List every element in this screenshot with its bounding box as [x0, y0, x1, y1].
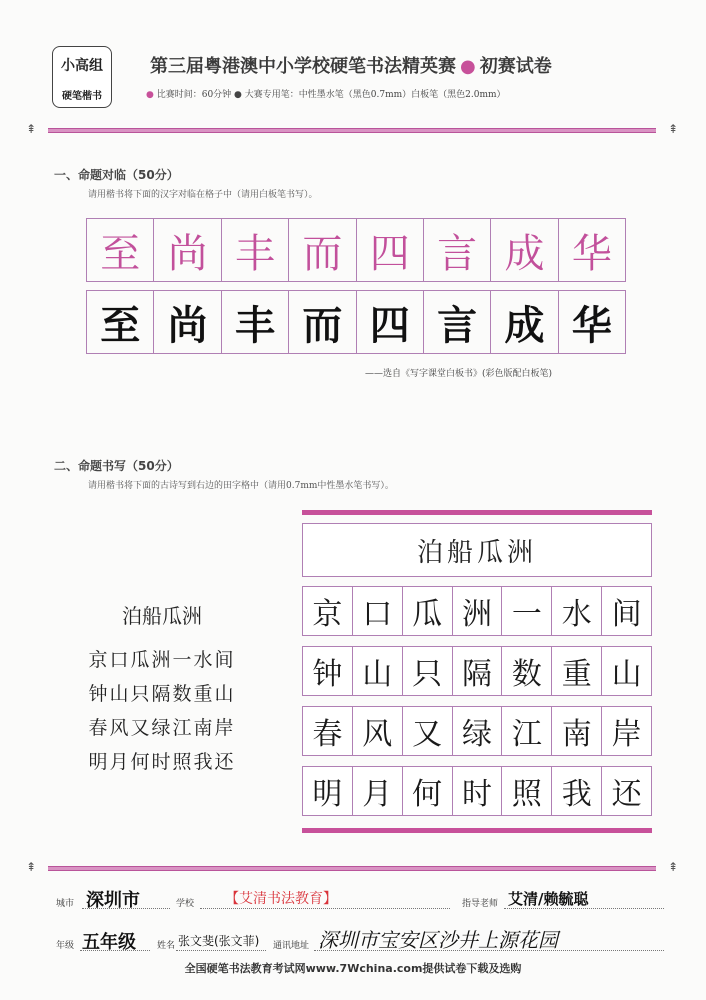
- tianzige-grid: [302, 586, 652, 826]
- divider-bar: [48, 866, 656, 871]
- model-char: 言: [424, 219, 491, 281]
- info-text: 比赛时间：60分钟 ● 大赛专用笔：中性墨水笔（黑色0.7mm）白板笔（黑色2.0mm）: [156, 90, 506, 100]
- divider-bar: [48, 128, 656, 133]
- grid-char: 又: [403, 707, 453, 755]
- school-line: [200, 908, 450, 909]
- grid-char: 口: [353, 587, 403, 635]
- poem-line: 京口瓜洲一水间: [88, 649, 236, 671]
- school-value: 【艾清书法教育】: [225, 891, 337, 907]
- frame-bar-top: [302, 510, 652, 515]
- exam-info: [146, 87, 506, 100]
- grid-char: 江: [502, 707, 552, 755]
- poem-line: 钟山只隔数重山: [88, 683, 236, 705]
- grid-char: 只: [403, 647, 453, 695]
- grid-row: [302, 646, 652, 696]
- grid-char: 绿: [453, 707, 503, 755]
- grid-char: 照: [502, 767, 552, 815]
- grid-char: 数: [502, 647, 552, 695]
- grid-row: [302, 586, 652, 636]
- city-line: [82, 908, 170, 909]
- group-badge: [52, 46, 112, 108]
- city-value: 深圳市: [86, 890, 140, 911]
- written-char: 至: [87, 291, 154, 353]
- group-label: 小高组: [61, 58, 103, 74]
- ornament-left-icon: ⇞: [26, 122, 37, 136]
- footer-note: 全国硬笔书法教育考试网www.7Wchina.com提供试卷下载及选购: [184, 962, 522, 975]
- grid-char: 何: [403, 767, 453, 815]
- grade-value: 五年级: [82, 932, 136, 953]
- model-char: 丰: [222, 219, 289, 281]
- written-char: 成: [491, 291, 558, 353]
- section1-heading: 一、命题对临（50分）: [54, 168, 179, 182]
- school-label: 学校: [176, 899, 195, 909]
- section2-heading: 二、命题书写（50分）: [54, 459, 179, 473]
- ornament-right-icon: ⇞: [667, 860, 678, 874]
- grid-char: 山: [611, 657, 642, 692]
- frame-bar-bottom: [302, 828, 652, 833]
- grid-char: 南: [552, 707, 602, 755]
- grid-char: 时: [453, 767, 503, 815]
- section1-instruction: 请用楷书将下面的汉字对临在格子中（请用白板笔书写）。: [88, 190, 318, 200]
- written-grid: [86, 290, 626, 354]
- address-label: 通讯地址: [273, 941, 310, 951]
- section2-instruction: 请用楷书将下面的古诗写到右边的田字格中（请用0.7mm中性墨水笔书写）。: [88, 481, 394, 491]
- grid-char: 瓜: [403, 587, 453, 635]
- teacher-value: 艾清/赖毓聪: [508, 890, 589, 908]
- grid-char: 岸: [611, 717, 642, 752]
- written-char: 言: [424, 291, 491, 353]
- name-line: [176, 950, 266, 951]
- poem-title: 泊船瓜洲: [122, 604, 202, 628]
- grade-label: 年级: [56, 941, 75, 951]
- poem-line: 春风又绿江南岸: [88, 717, 236, 739]
- info-dot: ●: [146, 90, 154, 100]
- model-char: 尚: [154, 219, 221, 281]
- model-char: 而: [289, 219, 356, 281]
- grid-char: 风: [353, 707, 403, 755]
- grid-char: 明: [303, 767, 353, 815]
- grid-row: [302, 706, 652, 756]
- grid-char: 水: [552, 587, 602, 635]
- address-line: [314, 950, 664, 951]
- poem-block: [66, 600, 258, 779]
- grid-row: [302, 766, 652, 816]
- title-suffix: 初赛试卷: [479, 56, 552, 77]
- written-char: 尚: [154, 291, 221, 353]
- written-char: 而: [289, 291, 356, 353]
- title-main: 第三届粤港澳中小学校硬笔书法精英赛: [150, 56, 456, 77]
- written-poem-title: 泊船瓜洲: [302, 523, 652, 577]
- ornament-left-icon: ⇞: [26, 860, 37, 874]
- written-char: 华: [571, 301, 612, 349]
- grid-char: 山: [353, 647, 403, 695]
- title-dot: ●: [460, 56, 476, 77]
- divider-bottom: [26, 860, 678, 876]
- city-label: 城市: [56, 899, 75, 909]
- model-char: 至: [87, 219, 154, 281]
- grid-char: 月: [353, 767, 403, 815]
- grid-char: 钟: [303, 647, 353, 695]
- model-grid: [86, 218, 626, 282]
- grid-char: 间: [611, 597, 642, 632]
- poem-line: 明月何时照我还: [88, 751, 236, 773]
- model-char: 四: [357, 219, 424, 281]
- divider-top: [26, 122, 678, 138]
- model-char: 华: [571, 230, 612, 277]
- grade-line: [80, 950, 150, 951]
- grid-char: 隔: [453, 647, 503, 695]
- model-char: 成: [491, 219, 558, 281]
- grid-char: 洲: [453, 587, 503, 635]
- address-value: 深圳市宝安区沙井上源花园: [318, 928, 558, 952]
- written-char: 四: [357, 291, 424, 353]
- attribution: ——选自《写字课堂白板书》(彩色版配白板笔): [365, 369, 553, 379]
- page-title: [150, 52, 552, 78]
- grid-char: 还: [611, 777, 642, 812]
- grid-char: 京: [303, 587, 353, 635]
- ornament-right-icon: ⇞: [667, 122, 678, 136]
- category-label: 硬笔楷书: [62, 91, 102, 102]
- name-value: 张文斐(张文菲): [178, 934, 260, 948]
- teacher-line: [504, 908, 664, 909]
- grid-char: 一: [502, 587, 552, 635]
- grid-char: 重: [552, 647, 602, 695]
- teacher-label: 指导老师: [462, 899, 499, 909]
- grid-char: 我: [552, 767, 602, 815]
- grid-char: 春: [303, 707, 353, 755]
- name-label: 姓名: [157, 941, 176, 951]
- written-char: 丰: [222, 291, 289, 353]
